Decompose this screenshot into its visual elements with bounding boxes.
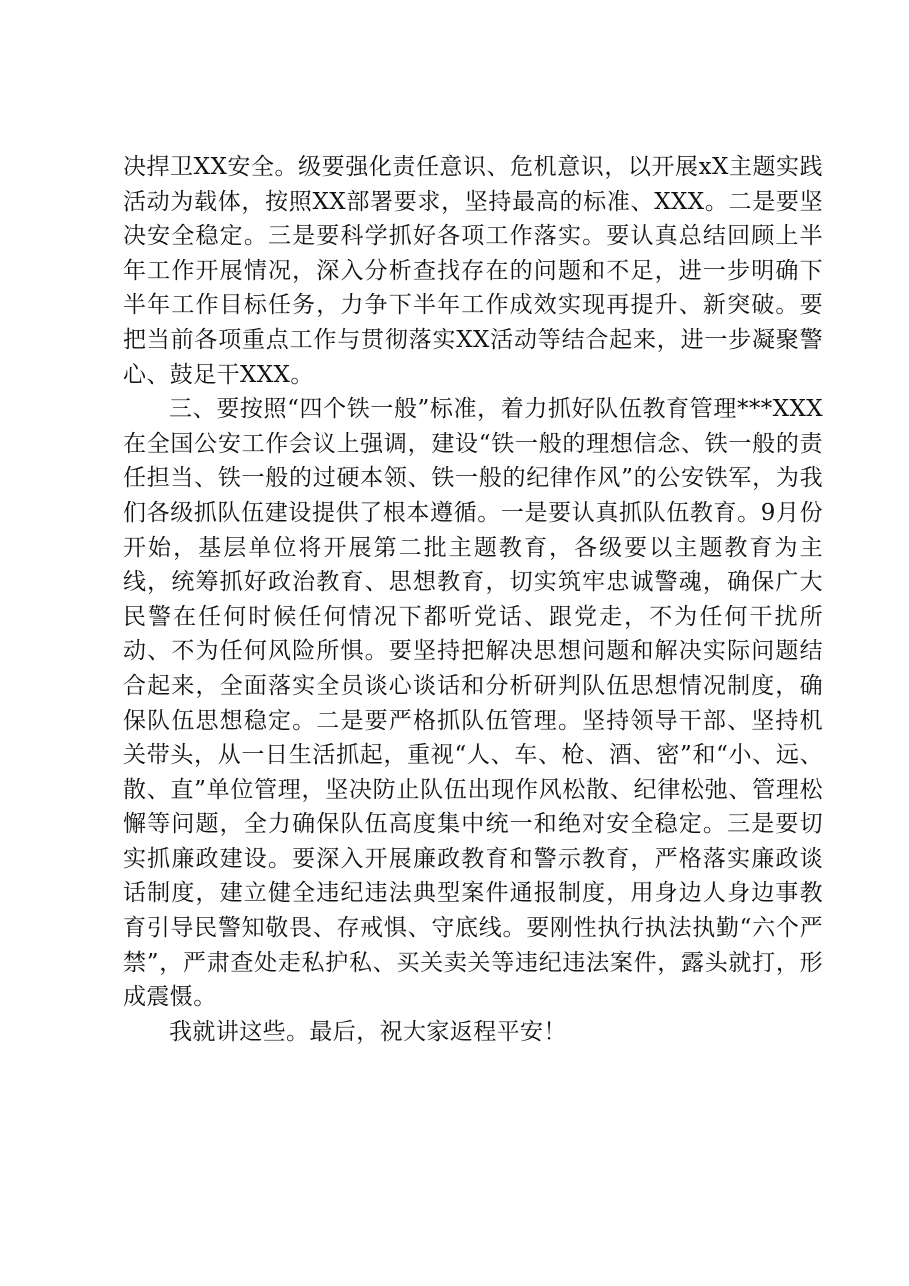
body-paragraph: 三、要按照“四个铁一般”标准，着力抓好队伍教育管理***XXX在全国公安工作会议上强调，建设“铁一般的理想信念、铁一般的责任担当、铁一般的过硬本领、铁一般的纪律作风”的公安铁军，为我们各级抓队伍建设提供了根本遵循。一是要认真抓队伍教育。9月份开始，基层单位将开展第二批主题教育，各级要以主题教育为主线，统筹抓好政治教育、思想教育，切实筑牢忠诚警魂，确保广大民警在任何时候任何情况下都听党话、跟党走，不为任何干扰所动、不为任何风险所惧。要坚持把解决思想问题和解决实际问题结合起来，全面落实全员谈心谈话和分析研判队伍思想情况制度，确保队伍思想稳定。二是要严格抓队伍管理。坚持领导干部、坚持机关带头，从一日生活抓起，重视“人、车、枪、酒、密”和“小、远、散、直”单位管理，坚决防止队伍出现作风松散、纪律松弛、管理松懈等问题，全力确保队伍高度集中统一和绝对安全稳定。三是要切实抓廉政建设。要深入开展廉政教育和警示教育，严格落实廉政谈话制度，建立健全违纪违法典型案件通报制度，用身边人身边事教育引导民警知敬畏、存戒惧、守底线。要刚性执行执法执勤“六个严禁”，严肃查处走私护私、买关卖关等违纪违法案件，露头就打，形成震慑。 [123, 396, 823, 1011]
document-body [123, 150, 823, 1049]
closing-paragraph: 我就讲这些。最后，祝大家返程平安！ [169, 1018, 567, 1045]
body-paragraph: 决捍卫XX安全。级要强化责任意识、危机意识，以开展xX主题实践活动为载体，按照XX部署要求，坚持最高的标准、XXX。二是要坚决安全稳定。三是要科学抓好各项工作落实。要认真总结回顾上半年工作开展情况，深入分析查找存在的问题和不足，进一步明确下半年工作目标任务，力争下半年工作成效实现再提升、新突破。要把当前各项重点工作与贯彻落实XX活动等结合起来，进一步凝聚警心、鼓足干XXX。 [123, 154, 823, 388]
